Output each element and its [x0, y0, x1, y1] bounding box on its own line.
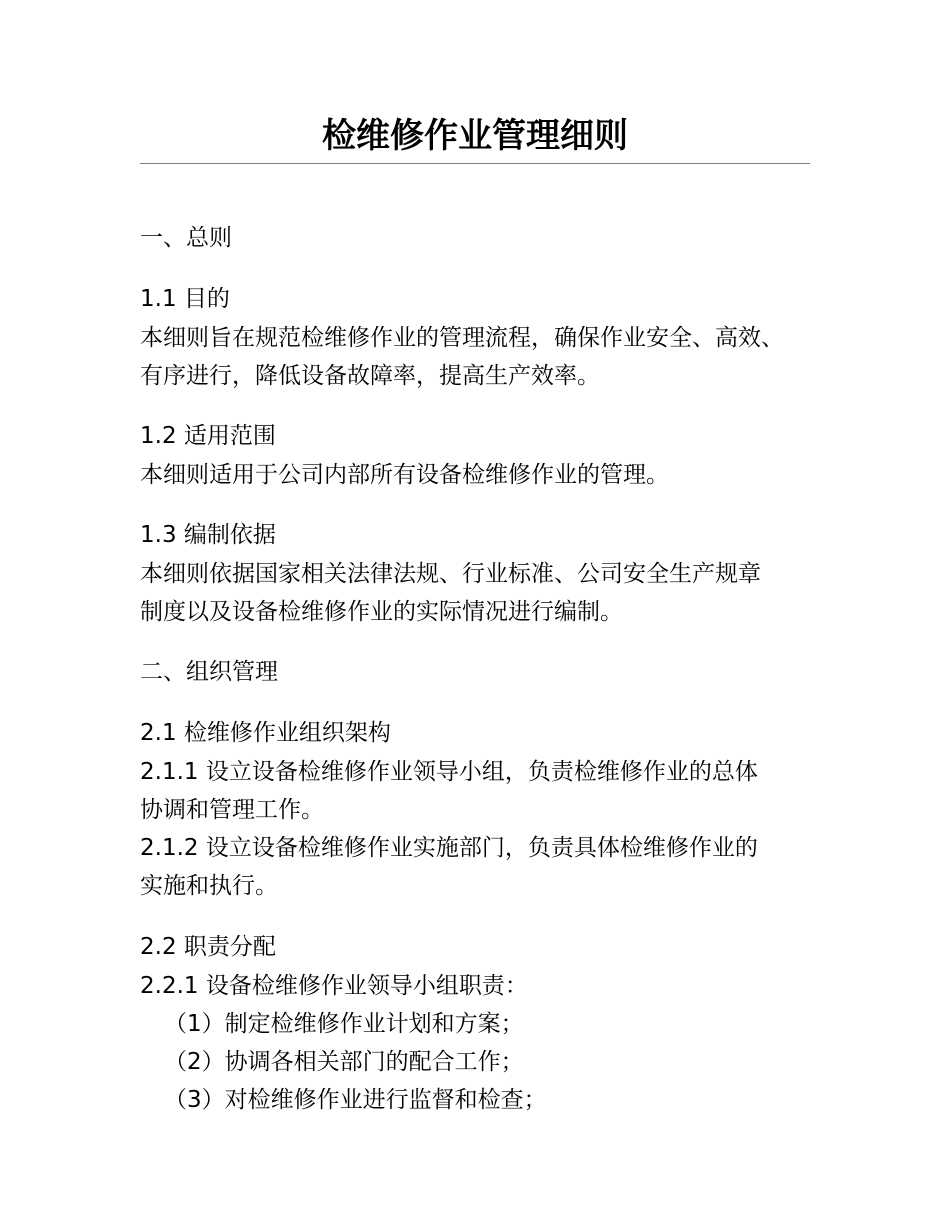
subsection-heading-scope: 1.2 适用范围: [140, 423, 276, 449]
document-title: 检维修作业管理细则: [322, 116, 628, 156]
list-item: （2）协调各相关部门的配合工作；: [164, 1049, 524, 1075]
paragraph-line: 本细则旨在规范检维修作业的管理流程，确保作业安全、高效、: [140, 325, 784, 351]
paragraph-line: 本细则依据国家相关法律法规、行业标准、公司安全生产规章: [140, 561, 761, 587]
paragraph-line: 协调和管理工作。: [140, 797, 324, 823]
paragraph-line: 本细则适用于公司内部所有设备检维修作业的管理。: [140, 462, 669, 488]
paragraph-line: 实施和执行。: [140, 873, 278, 899]
paragraph-line: 2.1.1 设立设备检维修作业领导小组，负责检维修作业的总体: [140, 759, 758, 785]
list-item: （1）制定检维修作业计划和方案；: [164, 1011, 524, 1037]
section-heading-general: 一、总则: [140, 225, 232, 251]
section-heading-organization: 二、组织管理: [140, 659, 278, 685]
list-item: （3）对检维修作业进行监督和检查；: [164, 1087, 547, 1113]
subsection-heading-basis: 1.3 编制依据: [140, 522, 276, 548]
title-underline: [140, 163, 810, 164]
paragraph-line: 有序进行，降低设备故障率，提高生产效率。: [140, 363, 600, 389]
subsection-heading-structure: 2.1 检维修作业组织架构: [140, 720, 391, 746]
subsection-heading-duties: 2.2 职责分配: [140, 934, 276, 960]
paragraph-line: 2.2.1 设备检维修作业领导小组职责：: [140, 973, 528, 999]
paragraph-line: 制度以及设备检维修作业的实际情况进行编制。: [140, 599, 623, 625]
paragraph-line: 2.1.2 设立设备检维修作业实施部门，负责具体检维修作业的: [140, 835, 758, 861]
subsection-heading-purpose: 1.1 目的: [140, 286, 230, 312]
